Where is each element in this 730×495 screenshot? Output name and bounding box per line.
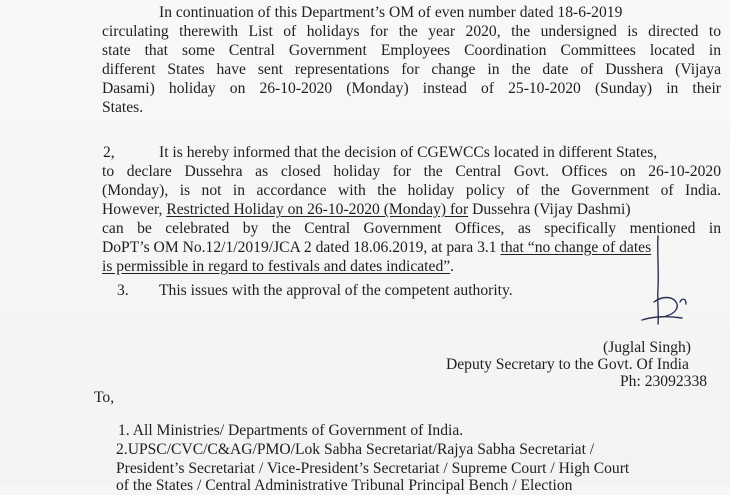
signatory-designation: Deputy Secretary to the Govt. Of India [446, 356, 689, 373]
restricted-holiday-underlined: Restricted Holiday on 26-10-2020 (Monday) for [166, 201, 469, 218]
no-change-quote-underlined: that “no change of dates [500, 239, 652, 256]
para3-number: 3. [117, 282, 129, 299]
recipient-item-2-line3: of the States / Central Administrative Tribunal Principal Bench / Election [116, 477, 573, 494]
para2-line4 [102, 200, 631, 219]
para2-line5: can be celebrated by the Central Government Offices, as specifically mentioned in [102, 220, 721, 237]
para2-line7-period: . [450, 258, 455, 275]
para1-line4: different States have sent representations for change in the date of Dusshera (Vijaya [102, 61, 721, 78]
para2-line6 [102, 238, 651, 257]
recipient-item-2-line1: 2.UPSC/CVC/C&AG/PMO/Lok Sabha Secretariat/Rajya Sabha Secretariat / [116, 441, 595, 458]
para3-text: This issues with the approval of the competent authority. [159, 282, 513, 299]
recipient-item-2-line2: President’s Secretariat / Vice-President’s Secretariat / Supreme Court / High Court [116, 460, 630, 477]
para2-line7 [102, 257, 454, 276]
para2-line2: to declare Dussehra as closed holiday for the Central Govt. Offices on 26-10-2020 [102, 163, 721, 180]
signatory-phone: Ph: 23092338 [620, 373, 708, 390]
para2-line1: It is hereby informed that the decision of CGEWCCs located in different States, [159, 144, 658, 161]
para1-line6: States. [102, 99, 144, 116]
para2-line6-start: DoPT’s OM No.12/1/2019/JCA 2 dated 18.06.2019, at para 3.1 [102, 239, 501, 256]
recipient-item-1: 1. All Ministries/ Departments of Government of India. [118, 422, 464, 439]
quote-continuation-underlined: is permissible in regard to festivals and dates indicated” [102, 258, 451, 275]
para2-line4-end: Dussehra (Vijay Dashmi) [468, 201, 631, 218]
para1-line5: Dasami) holiday on 26-10-2020 (Monday) instead of 25-10-2020 (Sunday) in their [102, 80, 721, 97]
para1-line1: In continuation of this Department’s OM of even number dated 18-6-2019 [159, 4, 623, 21]
para2-number: 2, [103, 144, 115, 161]
handwritten-signature [596, 232, 706, 350]
para2-line4-start: However, [102, 201, 167, 218]
para2-line3: (Monday), is not in accordance with the holiday policy of the Government of India. [102, 182, 721, 199]
signatory-name: (Juglal Singh) [603, 339, 691, 356]
para1-line3: state that some Central Government Employees Coordination Committees located in [102, 42, 721, 59]
para1-line2: circulating therewith List of holidays for the year 2020, the undersigned is directed to [102, 23, 721, 40]
to-label: To, [94, 389, 115, 406]
